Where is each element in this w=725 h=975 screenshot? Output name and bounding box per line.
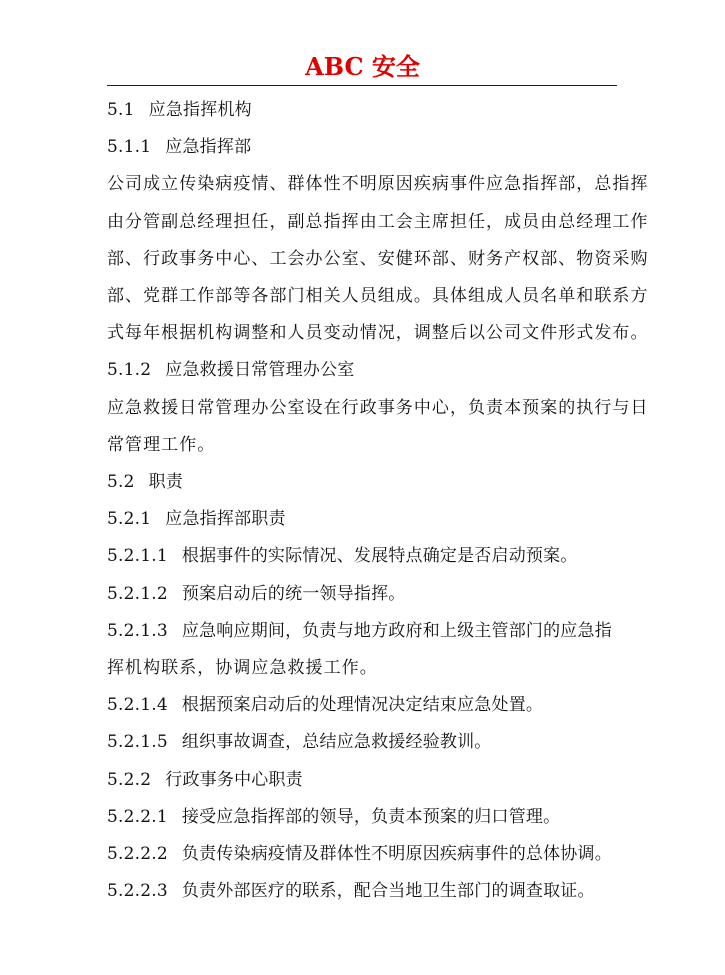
section-number: 5.2.1.2 xyxy=(107,583,168,604)
paragraph-line: 式每年根据机构调整和人员变动情况，调整后以公司文件形式发布。 xyxy=(107,323,649,344)
section-text: 组织事故调查，总结应急救援经验教训。 xyxy=(181,732,492,753)
section-number: 5.2.2.2 xyxy=(107,844,168,865)
section-number: 5.2.2 xyxy=(107,769,152,790)
section-text: 行政事务中心职责 xyxy=(165,769,303,790)
paragraph-line: 挥机构联系，协调应急救援工作。 xyxy=(107,658,378,679)
section-text: 负责外部医疗的联系，配合当地卫生部门的调查取证。 xyxy=(181,881,595,902)
header-divider xyxy=(107,85,617,86)
section-heading xyxy=(107,873,619,910)
paragraph xyxy=(107,650,619,687)
section-text: 应急指挥机构 xyxy=(148,100,252,120)
section-heading xyxy=(107,762,619,799)
section-heading xyxy=(107,92,619,129)
page-title: ABC 安全 xyxy=(305,52,420,81)
paragraph-line: 应急救援日常管理办公室设在行政事务中心，负责本预案的执行与日 xyxy=(107,397,649,418)
section-heading xyxy=(107,129,619,166)
section-heading xyxy=(107,724,619,761)
section-heading xyxy=(107,352,619,389)
paragraph-line: 公司成立传染病疫情、群体性不明原因疾病事件应急指挥部，总指挥 xyxy=(107,174,649,195)
paragraph xyxy=(107,166,649,352)
section-text: 职责 xyxy=(148,472,184,493)
section-text: 预案启动后的统一领导指挥。 xyxy=(181,583,406,604)
paragraph-line: 部、行政事务中心、工会办公室、安健环部、财务产权部、物资采购 xyxy=(107,248,649,269)
section-text: 应急响应期间，负责与地方政府和上级主管部门的应急指 xyxy=(181,620,612,641)
section-text: 根据事件的实际情况、发展特点确定是否启动预案。 xyxy=(181,546,578,567)
section-number: 5.2.1.1 xyxy=(107,546,168,567)
section-text: 负责传染病疫情及群体性不明原因疾病事件的总体协调。 xyxy=(181,844,612,865)
section-heading xyxy=(107,464,619,501)
paragraph-line: 由分管副总经理担任，副总指挥由工会主席担任，成员由总经理工作 xyxy=(107,211,649,232)
paragraph-line: 部、党群工作部等各部门相关人员组成。具体组成人员名单和联系方 xyxy=(107,286,649,307)
section-heading xyxy=(107,538,619,575)
document-body xyxy=(107,92,649,910)
section-number: 5.1.2 xyxy=(107,360,152,381)
section-number: 5.2.1.3 xyxy=(107,620,168,641)
section-text: 应急指挥部 xyxy=(165,137,252,158)
section-heading xyxy=(107,501,619,538)
section-heading xyxy=(107,799,619,836)
section-text: 应急指挥部职责 xyxy=(165,509,286,530)
section-number: 5.1 xyxy=(107,100,135,120)
section-heading xyxy=(107,687,619,724)
section-number: 5.1.1 xyxy=(107,137,152,158)
section-number: 5.2.1.5 xyxy=(107,732,168,753)
paragraph-line: 常管理工作。 xyxy=(107,434,216,455)
section-number: 5.2 xyxy=(107,472,135,493)
paragraph xyxy=(107,390,649,464)
section-text: 根据预案启动后的处理情况决定结束应急处置。 xyxy=(181,695,544,716)
section-heading xyxy=(107,576,619,613)
section-number: 5.2.2.1 xyxy=(107,806,168,827)
section-heading xyxy=(107,613,619,650)
section-number: 5.2.1 xyxy=(107,509,152,530)
section-text: 应急救援日常管理办公室 xyxy=(165,360,355,381)
section-number: 5.2.2.3 xyxy=(107,881,168,902)
section-text: 接受应急指挥部的领导，负责本预案的归口管理。 xyxy=(181,806,561,827)
section-heading xyxy=(107,836,619,873)
section-number: 5.2.1.4 xyxy=(107,695,168,716)
